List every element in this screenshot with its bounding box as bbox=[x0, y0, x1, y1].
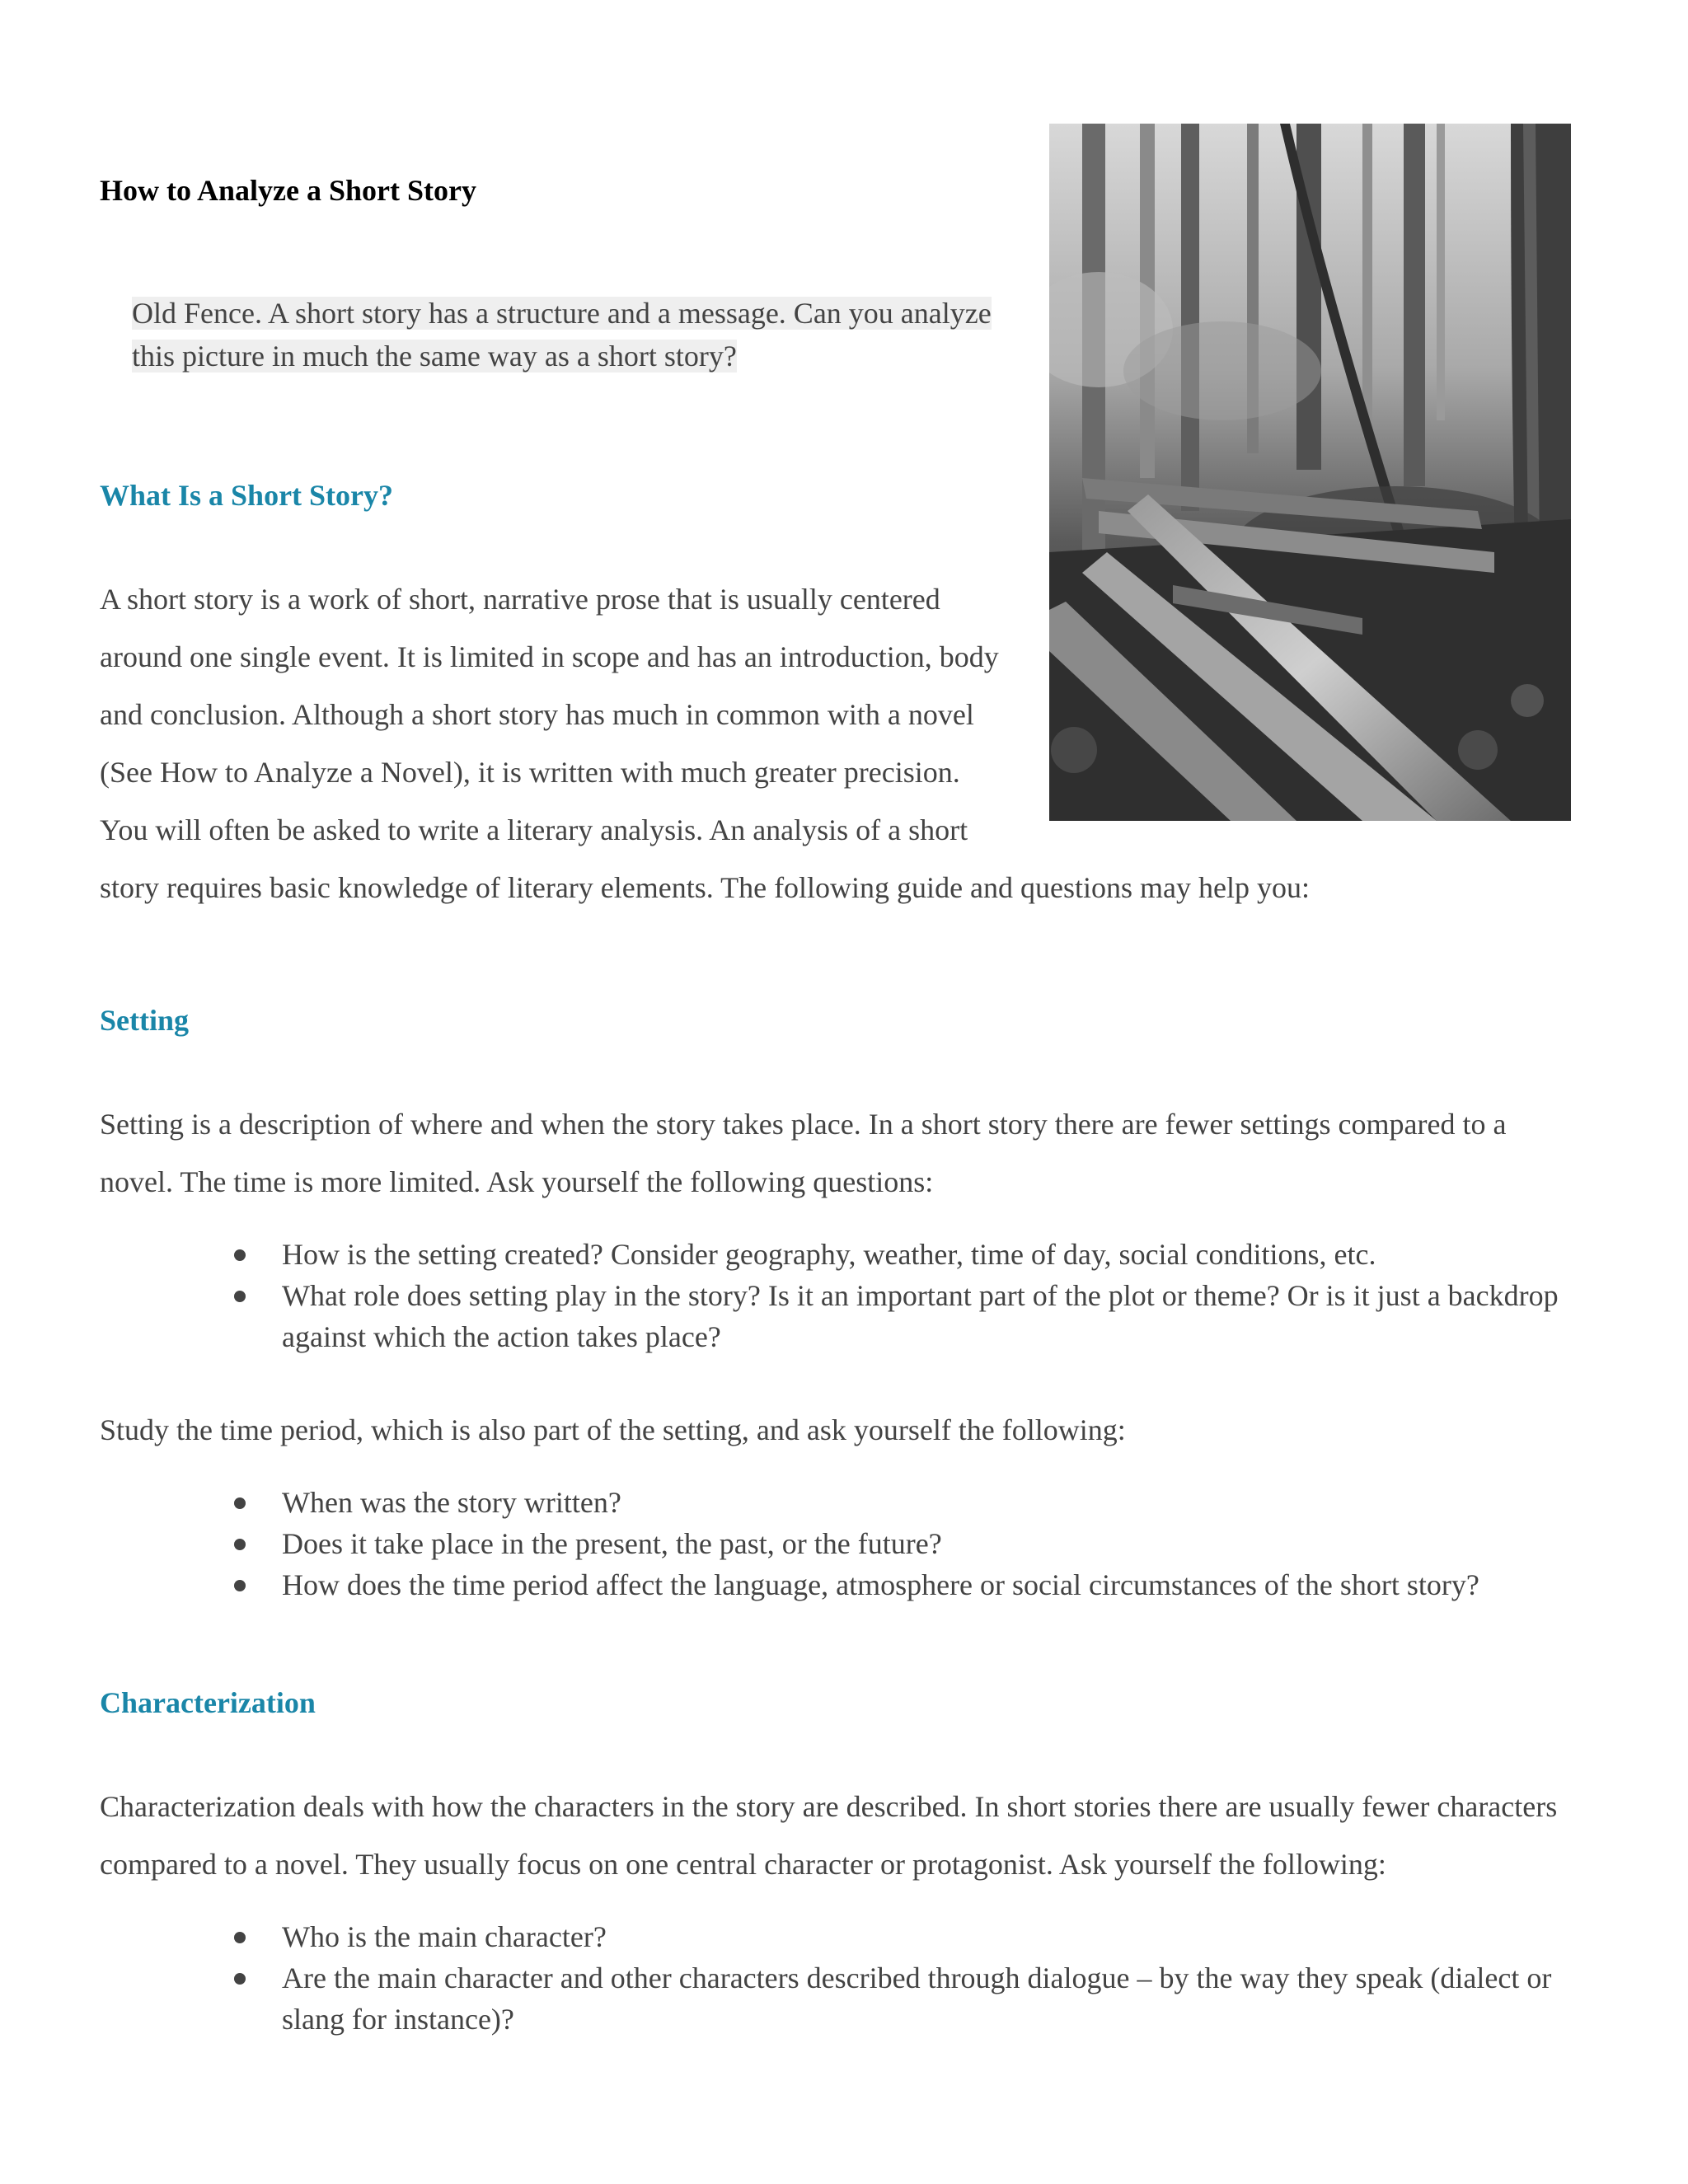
characterization-questions-list bbox=[100, 1916, 1608, 2040]
list-item: When was the story written? bbox=[100, 1482, 1608, 1523]
intro-line: story requires basic knowledge of literary elements. The following guide and questions may help you: bbox=[100, 871, 1310, 904]
bullet-icon bbox=[234, 1539, 246, 1550]
intro-line: (See How to Analyze a Novel), it is written with much greater precision. bbox=[100, 756, 960, 789]
bullet-icon bbox=[234, 1249, 246, 1261]
setting-line: Setting is a description of where and when the story takes place. In a short story there are fewer settings compared to a bbox=[100, 1108, 1507, 1141]
section-heading-setting: Setting bbox=[100, 1004, 189, 1037]
section-heading-what-is-short-story: What Is a Short Story? bbox=[100, 479, 394, 512]
setting-line: novel. The time is more limited. Ask yourself the following questions: bbox=[100, 1165, 934, 1198]
time-period-questions-list bbox=[100, 1482, 1608, 1605]
setting-paragraph bbox=[100, 1095, 1506, 1211]
characterization-line: Characterization deals with how the characters in the story are described. In short stories there are usually fewer characters bbox=[100, 1790, 1558, 1823]
intro-line: A short story is a work of short, narrative prose that is usually centered bbox=[100, 583, 940, 616]
caption-text: Old Fence. A short story has a structure and a message. Can you analyze this picture in much the same way as a short story? bbox=[132, 297, 992, 373]
bullet-icon bbox=[234, 1580, 246, 1591]
intro-line: around one single event. It is limited in scope and has an introduction, body bbox=[100, 640, 999, 673]
bullet-icon bbox=[234, 1497, 246, 1509]
setting-questions-list bbox=[100, 1234, 1608, 1357]
intro-line: You will often be asked to write a literary analysis. An analysis of a short bbox=[100, 813, 968, 846]
characterization-line: compared to a novel. They usually focus on one central character or protagonist. Ask yourself the following: bbox=[100, 1848, 1386, 1881]
photo-caption bbox=[132, 292, 1030, 377]
list-item: What role does setting play in the story? Is it an important part of the plot or theme? Or is it just a backdrop against which the action takes place? bbox=[100, 1275, 1608, 1357]
bullet-icon bbox=[234, 1291, 246, 1302]
intro-line: and conclusion. Although a short story has much in common with a novel bbox=[100, 698, 974, 731]
bullet-icon bbox=[234, 1932, 246, 1943]
bullet-icon bbox=[234, 1973, 246, 1985]
list-item: How is the setting created? Consider geography, weather, time of day, social conditions, etc. bbox=[100, 1234, 1608, 1275]
list-item: Who is the main character? bbox=[100, 1916, 1608, 1957]
intro-paragraph bbox=[100, 570, 1310, 916]
list-item: How does the time period affect the language, atmosphere or social circumstances of the short story? bbox=[100, 1564, 1608, 1605]
section-heading-characterization: Characterization bbox=[100, 1686, 316, 1719]
characterization-paragraph bbox=[100, 1778, 1557, 1893]
list-item: Does it take place in the present, the past, or the future? bbox=[100, 1523, 1608, 1564]
page-title: How to Analyze a Short Story bbox=[100, 174, 476, 207]
list-item: Are the main character and other characters described through dialogue – by the way they speak (dialect or slang for instance)? bbox=[100, 1957, 1608, 2040]
time-period-paragraph: Study the time period, which is also part of the setting, and ask yourself the following: bbox=[100, 1413, 1126, 1446]
